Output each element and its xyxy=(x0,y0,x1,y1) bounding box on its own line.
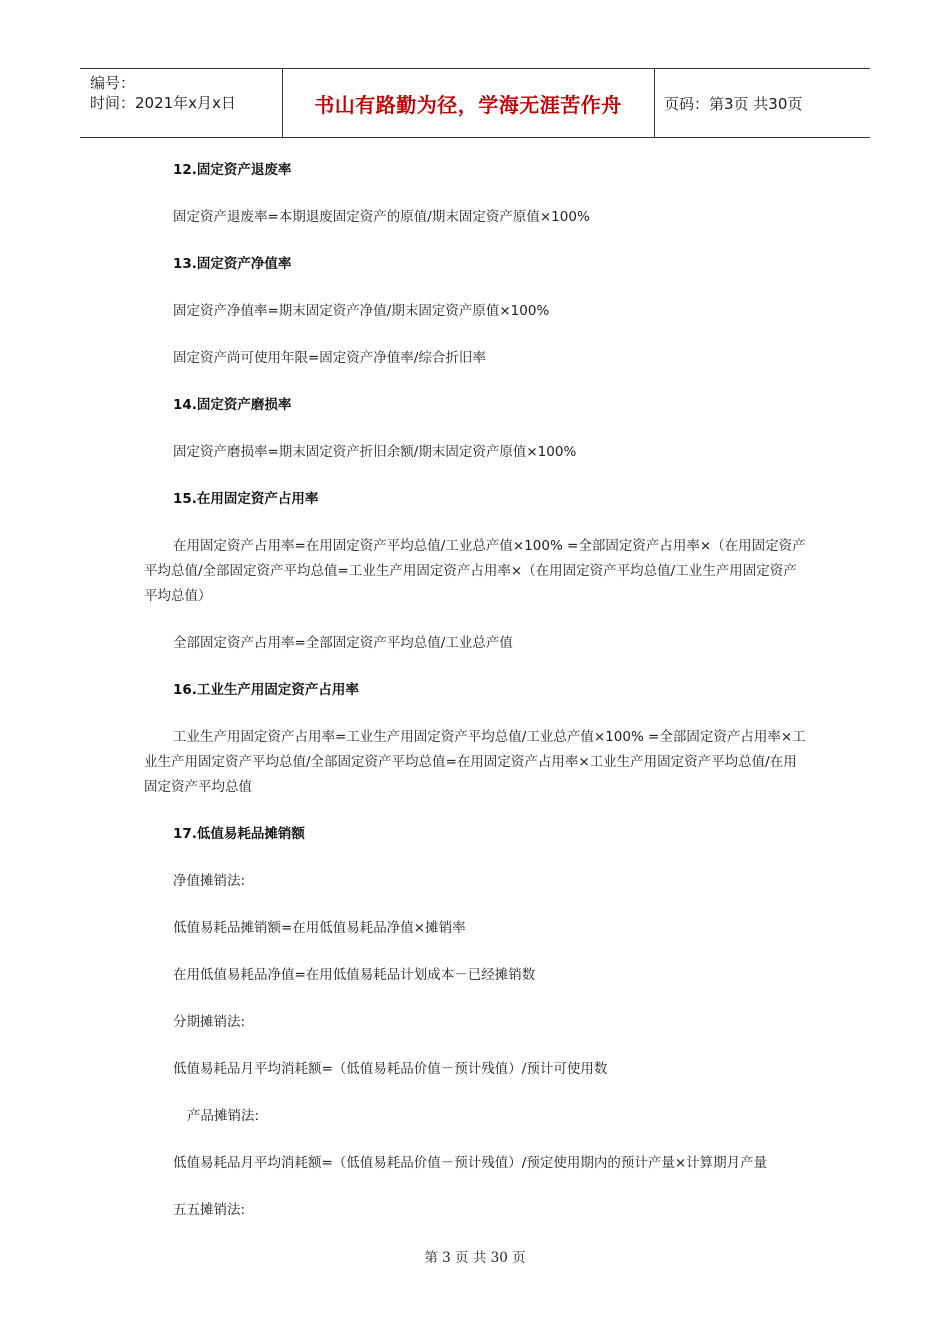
document-body xyxy=(144,158,810,1223)
section-heading: 16.工业生产用固定资产占用率 xyxy=(173,682,359,698)
formula-paragraph: 固定资产退废率=本期退废固定资产的原值/期末固定资产原值×100% xyxy=(173,209,590,225)
section-heading: 17.低值易耗品摊销额 xyxy=(173,826,305,842)
document-date: 时间：2021年x月x日 xyxy=(90,94,236,112)
header-meta xyxy=(90,73,236,113)
formula-paragraph: 工业生产用固定资产占用率=工业生产用固定资产平均总值/工业总产值×100% =全部固定资产占用率×工业生产用固定资产平均总值/全部固定资产平均总值=在用固定资产占用率×工业生产用固定资产平均总值/在用固定资产平均总值 xyxy=(144,729,806,795)
formula-paragraph: 固定资产磨损率=期末固定资产折旧余额/期末固定资产原值×100% xyxy=(173,444,577,460)
method-label: 净值摊销法: xyxy=(173,873,246,889)
method-label: 五五摊销法: xyxy=(173,1202,246,1218)
section-heading: 13.固定资产净值率 xyxy=(173,256,292,272)
formula-paragraph: 低值易耗品月平均消耗额=（低值易耗品价值－预计残值）/预定使用期内的预计产量×计算期月产量 xyxy=(173,1155,768,1171)
section-heading: 14.固定资产磨损率 xyxy=(173,397,292,413)
method-label: 产品摊销法: xyxy=(187,1108,260,1124)
header-motto: 书山有路勤为径，学海无涯苦作舟 xyxy=(314,92,622,117)
document-number-label: 编号： xyxy=(90,74,136,92)
header-page-info: 页码：第3页 共30页 xyxy=(664,94,803,113)
formula-paragraph: 固定资产尚可使用年限=固定资产净值率/综合折旧率 xyxy=(173,350,486,366)
formula-paragraph: 低值易耗品摊销额=在用低值易耗品净值×摊销率 xyxy=(173,920,466,936)
header-divider xyxy=(654,69,655,137)
formula-paragraph: 低值易耗品月平均消耗额=（低值易耗品价值－预计残值）/预计可使用数 xyxy=(173,1061,608,1077)
section-heading: 15.在用固定资产占用率 xyxy=(173,491,319,507)
formula-paragraph: 全部固定资产占用率=全部固定资产平均总值/工业总产值 xyxy=(173,635,513,651)
formula-paragraph: 在用固定资产占用率=在用固定资产平均总值/工业总产值×100% =全部固定资产占用率×（在用固定资产平均总值/全部固定资产平均总值=工业生产用固定资产占用率×（在用固定资产平均总值/工业生产用固定资产平均总值） xyxy=(144,538,806,604)
page-footer: 第 3 页 共 30 页 xyxy=(424,1250,526,1266)
section-heading: 12.固定资产退废率 xyxy=(173,162,292,178)
formula-paragraph: 在用低值易耗品净值=在用低值易耗品计划成本－已经摊销数 xyxy=(173,967,536,983)
method-label: 分期摊销法: xyxy=(173,1014,246,1030)
document-header xyxy=(80,68,870,138)
formula-paragraph: 固定资产净值率=期末固定资产净值/期末固定资产原值×100% xyxy=(173,303,550,319)
